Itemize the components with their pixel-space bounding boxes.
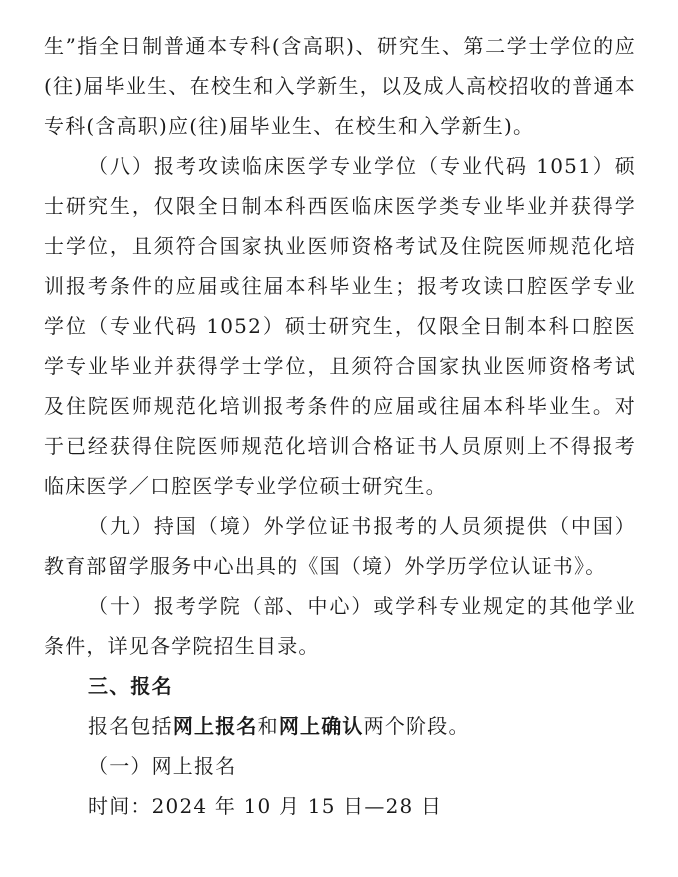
paragraph-item-10: （十）报考学院（部、中心）或学科专业规定的其他学业条件，详见各学院招生目录。 [44,594,636,658]
paragraph-continuation: 生”指全日制普通本专科(含高职)、研究生、第二学士学位的应(往)届毕业生、在校生和入学新生，以及成人高校招收的普通本专科(含高职)应(往)届毕业生、在校生和入学新生)。 [44,34,636,138]
paragraph-item-9: （九）持国（境）外学位证书报考的人员须提供（中国）教育部留学服务中心出具的《国（境）外学历学位认证书》。 [44,514,636,578]
registration-time-line: 时间：2024 年 10 月 15 日—28 日 [88,794,443,818]
registration-prefix: 报名包括 [88,714,173,738]
registration-stages-line [44,706,636,746]
registration-suffix: 两个阶段。 [363,714,470,738]
registration-conjunction: 和 [257,714,279,738]
section-heading-registration: 三、报名 [88,674,173,698]
online-registration-term: 网上报名 [172,714,258,738]
online-confirmation-term: 网上确认 [278,714,364,738]
subsection-heading-online-registration: （一）网上报名 [88,754,237,778]
paragraph-item-8: （八）报考攻读临床医学专业学位（专业代码 1051）硕士研究生，仅限全日制本科西医临床医学类专业毕业并获得学士学位，且须符合国家执业医师资格考试及住院医师规范化培训报考条件的应届或往届本科毕业生；报考攻读口腔医学专业学位（专业代码 1052）硕士研究生，仅限全日制本科口腔医学专业毕业并获得学士学位，且须符合国家执业医师资格考试及住院医师规范化培训报考条件的应届或往届本科毕业生。对于已经获得住院医师规范化培训合格证书人员原则上不得报考临床医学／口腔医学专业学位硕士研究生。 [44,154,636,498]
document-page [44,26,636,826]
